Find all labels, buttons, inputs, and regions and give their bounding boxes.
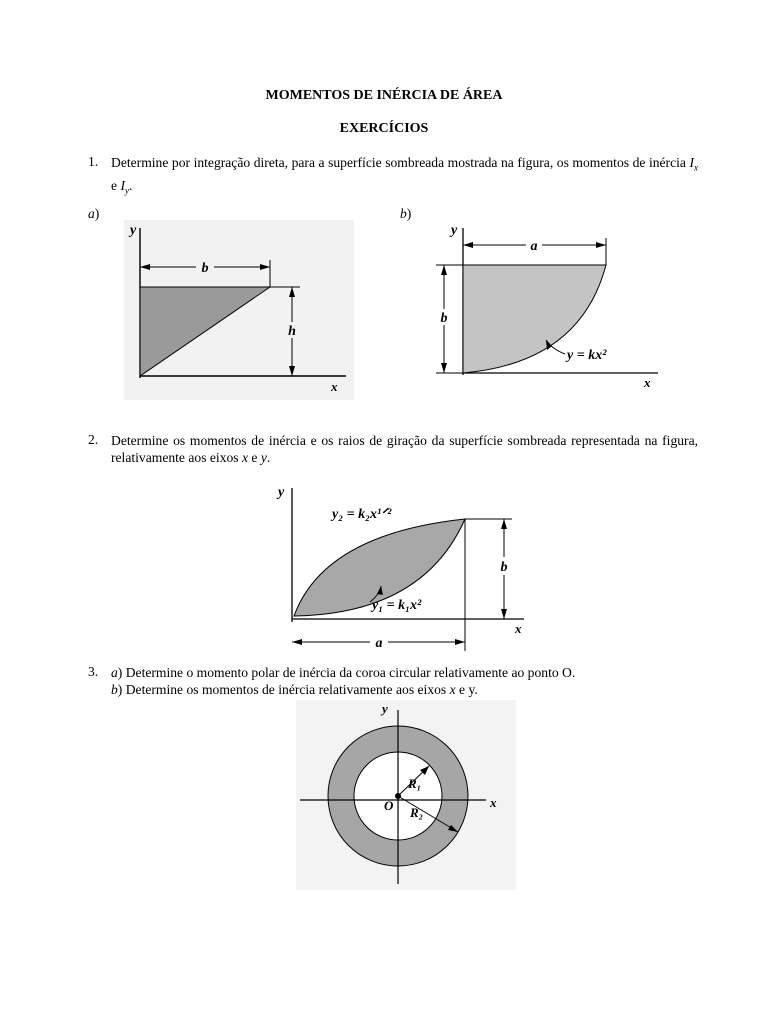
part-a-label: a) <box>88 206 100 221</box>
x-symbol: x <box>241 450 249 465</box>
figure-1a <box>124 220 354 400</box>
exercise-1-text <box>111 154 698 199</box>
label-o: O <box>384 798 394 813</box>
label-r2: R₂ <box>410 805 424 820</box>
figure-1b <box>430 218 670 393</box>
exercise-1-number: 1. <box>88 154 99 169</box>
upper-curve-label: y₂ = k₂x¹ᐟ² <box>332 507 392 522</box>
part-a-text: ) Determine o momento polar de inércia da coroa circular relativamente ao ponto O. <box>117 665 576 680</box>
end-punct: . <box>266 450 271 465</box>
part-a-letter: a <box>111 665 118 680</box>
arrowhead <box>292 639 302 645</box>
label-y: y <box>130 223 137 238</box>
arrowhead <box>596 242 606 248</box>
arrowhead <box>501 609 507 619</box>
label-a: a <box>530 239 538 254</box>
arrowhead <box>501 519 507 529</box>
curve-label: y = kx² <box>567 348 607 363</box>
label-y: y <box>382 701 388 716</box>
exercise-2-text <box>111 432 698 466</box>
x-symbol: x <box>449 682 456 697</box>
label-x: x <box>515 621 522 636</box>
part-b-letter: b <box>111 682 118 697</box>
page-subtitle: EXERCÍCIOS <box>339 121 429 136</box>
arrowhead <box>455 639 465 645</box>
page-title: MOMENTOS DE INÉRCIA DE ÁREA <box>265 88 503 103</box>
label-b: b <box>440 311 448 326</box>
figure-3 <box>296 700 516 890</box>
label-x: x <box>490 795 497 810</box>
label-x: x <box>331 379 338 394</box>
iy-subscript: y <box>124 185 129 196</box>
arrowhead <box>441 265 447 275</box>
exercise-2-number: 2. <box>88 432 99 447</box>
part-a-letter: a <box>88 206 95 221</box>
ix-symbol: I <box>689 155 694 170</box>
lower-curve-label: y₁ = k₁x² <box>372 598 422 613</box>
arrowhead <box>463 242 473 248</box>
iy-symbol: I <box>120 177 125 193</box>
label-y: y <box>278 485 285 500</box>
and-text: e <box>111 177 121 193</box>
end-punct: . <box>128 177 133 193</box>
exercise-1-text-prefix: Determine por integração direta, para a superfície sombreada mostrada na figura, os momentos de inércia <box>111 155 690 170</box>
ix-subscript: x <box>694 162 698 173</box>
label-r1: R₁ <box>408 776 422 791</box>
label-b: b <box>500 560 508 575</box>
arrowhead <box>441 363 447 373</box>
exercise-3-number: 3. <box>88 664 99 679</box>
label-b: b <box>201 261 209 276</box>
part-b-label: b) <box>400 206 412 221</box>
part-b-text: ) Determine os momentos de inércia relativamente aos eixos <box>117 682 450 697</box>
label-y: y <box>451 223 458 238</box>
exercise-2-text-main: Determine os momentos de inércia e os raios de giração da superfície sombreada representada na figura, relativamente aos eixos <box>111 433 698 465</box>
label-x: x <box>644 375 651 390</box>
exercise-3-text <box>111 664 698 698</box>
label-a: a <box>375 636 383 651</box>
figure-2 <box>268 476 540 654</box>
y-symbol: y <box>260 450 267 465</box>
and-text: e <box>248 450 261 465</box>
label-h: h <box>288 324 296 339</box>
and-y-text: e y. <box>455 682 478 697</box>
part-b-letter: b <box>400 206 407 221</box>
